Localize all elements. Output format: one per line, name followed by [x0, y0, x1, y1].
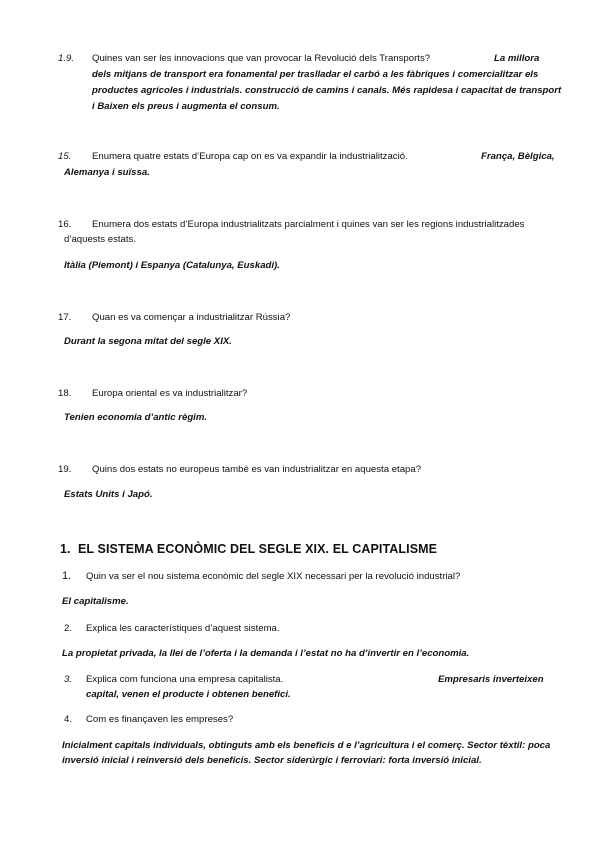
answer-text: Inicialment capitals individuals, obtinguts amb els beneficis d e l’agricultura i el comerç. Sector tèxtil: poca [62, 740, 551, 751]
item-number: 3. [64, 674, 73, 685]
answer-text: El capitalisme. [62, 596, 129, 607]
answer-text: Estats Units i Japó. [64, 489, 153, 500]
question-text: Quan es va començar a industrialitzar Rússia? [92, 312, 291, 323]
answer-text: Durant la segona mitat del segle XIX. [64, 336, 232, 347]
answer-text: Empresaris inverteixen [438, 674, 544, 685]
answer-text: França, Bèlgica, [481, 151, 555, 162]
question-text: Quins dos estats no europeus també es van industrialitzar en aquesta etapa? [92, 464, 422, 475]
question-text: Quin va ser el nou sistema econòmic del segle XIX necessari per la revolució industrial? [86, 571, 461, 582]
answer-text: inversió inicial i reinversió dels beneficis. Sector siderúrgic i ferroviari: forta inversió inicial. [62, 755, 482, 766]
item-number: 16. [58, 219, 72, 230]
question-text: Quines van ser les innovacions que van provocar la Revolució dels Transports? [92, 53, 431, 64]
answer-text: Tenien economia d’antic règim. [64, 412, 208, 423]
question-text: Enumera quatre estats d’Europa cap on es va expandir la industrialització. [92, 151, 408, 162]
item-number: 17. [58, 312, 72, 323]
answer-text: i Baixen els preus i augmenta el consum. [92, 101, 280, 112]
answer-text: Alemanya i suïssa. [64, 167, 150, 178]
section-title: EL SISTEMA ECONÒMIC DEL SEGLE XIX. EL CAPITALISME [78, 542, 438, 556]
answer-text: La millora [494, 53, 540, 64]
question-text: Europa oriental es va industrialitzar? [92, 388, 248, 399]
question-text: d’aquests estats. [64, 234, 136, 245]
question-text: Com es finançaven les empreses? [86, 714, 234, 725]
section-number: 1. [60, 542, 71, 556]
answer-text: capital, venen el producte i obtenen benefici. [86, 689, 291, 700]
question-text: Explica les característiques d’aquest sistema. [86, 623, 280, 634]
item-number: 2. [64, 623, 73, 634]
question-text: Enumera dos estats d’Europa industrialitzats parcialment i quines van ser les regions industrialitzades [92, 219, 525, 230]
answer-text: Itàlia (Piemont) i Espanya (Catalunya, Euskadi). [64, 260, 280, 271]
question-text: Explica com funciona una empresa capitalista. [86, 674, 284, 685]
answer-text: productes agrícoles i industrials. construcció de camins i canals. Més rapidesa i capacitat de transport [92, 85, 562, 96]
answer-text: dels mitjans de transport era fonamental per traslladar el carbó a les fàbriques i comercialitzar els [92, 69, 539, 80]
item-number: 4. [64, 714, 73, 725]
answer-text: La propietat privada, la llei de l’oferta i la demanda i l’estat no ha d’invertir en l’economia. [62, 648, 470, 659]
item-number: 19. [58, 464, 72, 475]
item-number: 1.9. [58, 53, 75, 64]
item-number: 15. [58, 151, 72, 162]
item-number: 18. [58, 388, 72, 399]
item-number: 1. [62, 570, 72, 582]
